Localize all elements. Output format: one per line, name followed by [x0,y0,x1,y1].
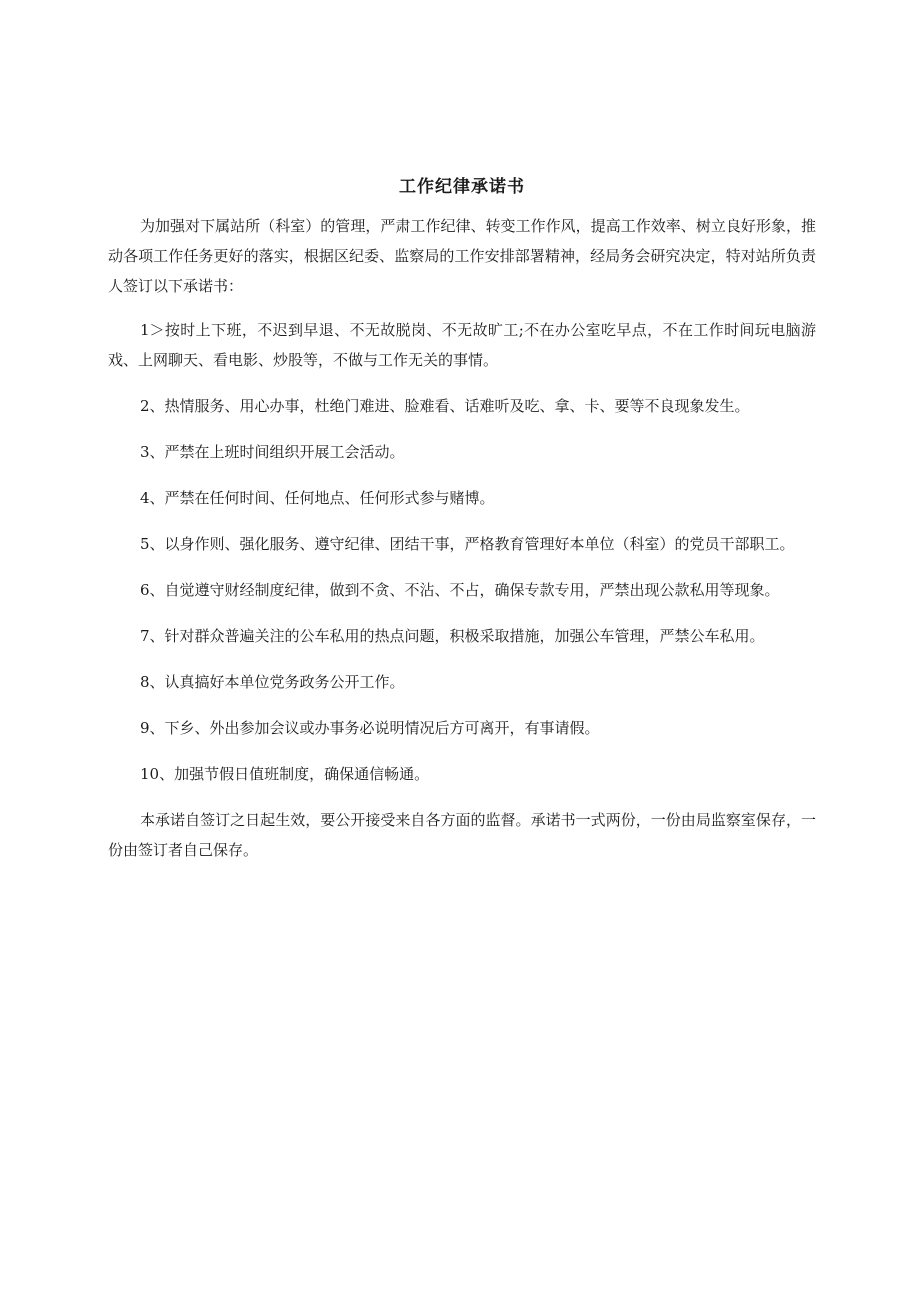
item-6: 6、自觉遵守财经制度纪律，做到不贪、不沾、不占，确保专款专用，严禁出现公款私用等现象。 [140,581,780,599]
item-2: 2、热情服务、用心办事，杜绝门难进、脸难看、话难听及吃、拿、卡、要等不良现象发生。 [140,397,750,415]
intro-paragraph: 为加强对下属站所（科室）的管理，严肃工作纪律、转变工作作风，提高工作效率、树立良好形象，推动各项工作任务更好的落实，根据区纪委、监察局的工作安排部署精神，经局务会研究决定，特对站所负责人签订以下承诺书： [108,217,816,295]
document-page [108,172,816,881]
document-title: 工作纪律承诺书 [399,177,525,197]
item-3: 3、严禁在上班时间组织开展工会活动。 [140,443,405,461]
item-7: 7、针对群众普遍关注的公车私用的热点问题，积极采取措施，加强公车管理，严禁公车私用。 [140,627,765,645]
item-9: 9、下乡、外出参加会议或办事务必说明情况后方可离开，有事请假。 [140,719,600,737]
item-4: 4、严禁在任何时间、任何地点、任何形式参与赌博。 [140,489,495,507]
item-10: 10、加强节假日值班制度，确保通信畅通。 [140,765,430,783]
item-8: 8、认真搞好本单位党务政务公开工作。 [140,673,405,691]
closing-paragraph: 本承诺自签订之日起生效，要公开接受来自各方面的监督。承诺书一式两份，一份由局监察室保存，一份由签订者自己保存。 [108,811,816,859]
item-1: 1＞按时上下班，不迟到早退、不无故脱岗、不无故旷工;不在办公室吃早点，不在工作时间玩电脑游戏、上网聊天、看电影、炒股等，不做与工作无关的事情。 [108,321,816,369]
item-5: 5、以身作则、强化服务、遵守纪律、团结干事，严格教育管理好本单位（科室）的党员干部职工。 [140,535,795,553]
